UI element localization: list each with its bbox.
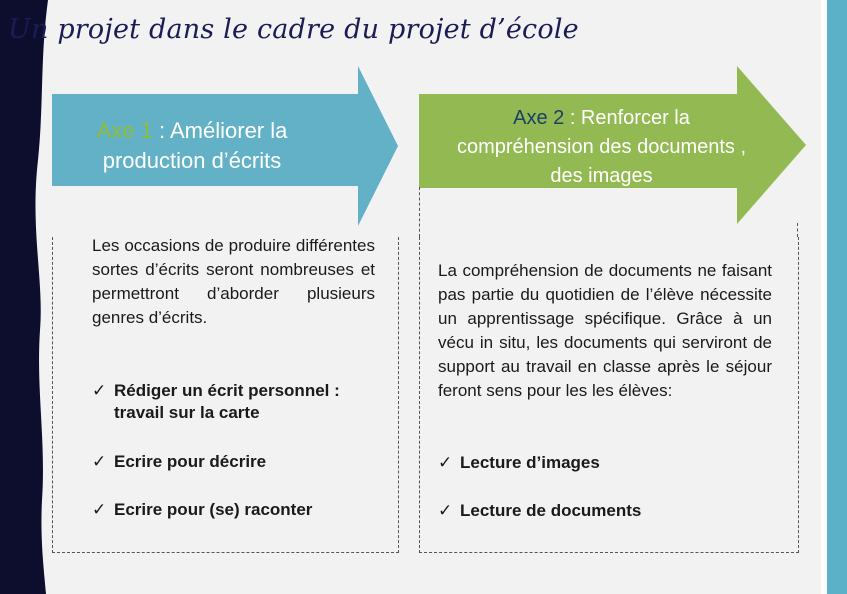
axe-2-item-text: Lecture d’images [460, 453, 600, 472]
check-icon: ✓ [92, 500, 107, 519]
axe-1-item [92, 499, 382, 521]
check-icon: ✓ [438, 453, 453, 472]
axe-1-item [92, 451, 382, 473]
axe-2-label: Axe 2 [513, 107, 565, 129]
axe-2-panel-edge-right [797, 223, 798, 237]
axe-2-item [438, 500, 768, 522]
axe-2-title: : Renforcer la [564, 107, 690, 129]
check-icon: ✓ [92, 452, 107, 471]
axe-2-title-line3: des images [550, 165, 653, 187]
axe-2-item [438, 452, 768, 474]
axe-1-label: Axe 1 [96, 118, 153, 143]
check-icon: ✓ [92, 381, 107, 400]
check-icon: ✓ [438, 501, 453, 520]
axe-1-item [92, 380, 382, 424]
axe-2-panel-edge [419, 187, 420, 237]
axe-2-item-text: Lecture de documents [460, 501, 642, 520]
axe-1-item-text: Ecrire pour décrire [114, 452, 267, 471]
axe-1-description: Les occasions de produire différentes sortes d’écrits seront nombreuses et permettront d’aborder plusieurs genres d’écrits. [92, 236, 375, 327]
axe-2-title-line2: compréhension des documents , [456, 136, 747, 158]
axe-1-heading [58, 116, 326, 176]
axe-2-description: La compréhension de documents ne faisant pas partie du quotidien de l’élève nécessite un apprentissage spécifique. Grâce à un vécu in situ, les documents qui serviront de support au travail en classe après le séjour feront sens pour les les élèves: [438, 261, 772, 400]
right-blue-band [827, 0, 847, 594]
slide-title: Un projet dans le cadre du projet d’école [8, 14, 579, 45]
axe-1-item-text: Rédiger un écrit personnel : travail sur la carte [114, 381, 340, 422]
axe-2-heading [419, 104, 784, 191]
axe-1-title: : Améliorer la [152, 118, 288, 143]
axe-1-title-line2: production d’écrits [102, 148, 282, 173]
axe-1-item-text: Ecrire pour (se) raconter [114, 500, 313, 519]
